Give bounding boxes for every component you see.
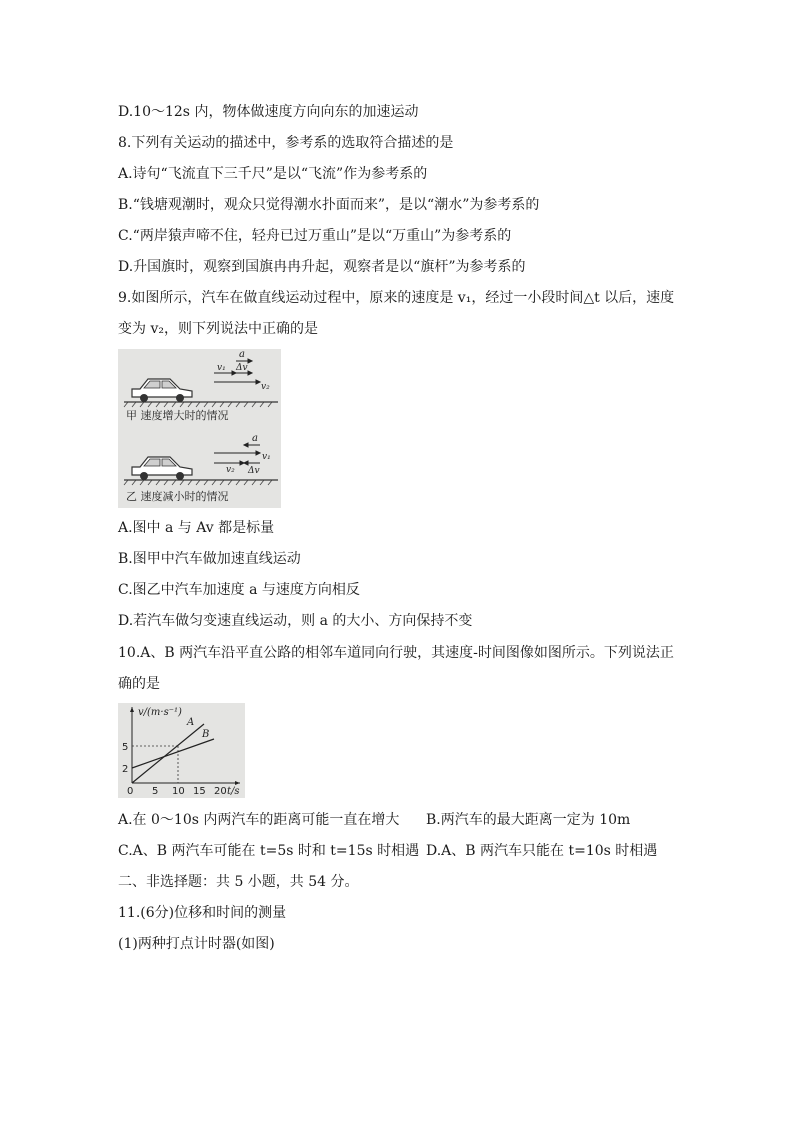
fig10-label-a: A (187, 717, 195, 728)
q9-option-b: B.图甲中汽车做加速直线运动 (118, 551, 301, 567)
q9-option-c: C.图乙中汽车加速度 a 与速度方向相反 (118, 582, 360, 598)
question-8: 8.下列有关运动的描述中，参考系的选取符合描述的是 (118, 135, 454, 151)
figure-9-car-diagram (118, 349, 281, 508)
q9-option-a: A.图中 a 与 Av 都是标量 (118, 520, 275, 536)
q10-option-a: A.在 0～10s 内两汽车的距离可能一直在增大 (118, 812, 400, 828)
fig9-bottom-dv: Δv (248, 466, 260, 476)
q8-option-d: D.升国旗时，观察到国旗冉冉升起，观察者是以“旗杆”为参考系的 (118, 259, 526, 275)
fig9-bottom-v1: v₁ (262, 452, 271, 462)
figure-10-vt-graph (118, 703, 245, 798)
fig10-ytick-2: 2 (122, 764, 129, 775)
fig9-bottom-v2: v₂ (226, 465, 235, 475)
q8-option-c: C.“两岸猿声啼不住，轻舟已过万重山”是以“万重山”为参考系的 (118, 228, 512, 244)
question-10-line1: 10.A、B 两汽车沿平直公路的相邻车道同向行驶，其速度-时间图像如图所示。下列说法正 (118, 645, 674, 661)
question-9-line1: 9.如图所示，汽车在做直线运动过程中，原来的速度是 v₁，经过一小段时间△t 以后，速度 (118, 290, 675, 306)
q8-option-a: A.诗句“飞流直下三千尺”是以“飞流”作为参考系的 (118, 166, 428, 182)
q10-option-d: D.A、B 两汽车只能在 t=10s 时相遇 (426, 843, 658, 859)
car-icon-2 (132, 457, 192, 480)
fig10-xtick-20: 20 (214, 786, 227, 797)
fig10-xlabel: t/s (227, 786, 240, 797)
fig10-ylabel: v/(m·s⁻¹) (138, 707, 182, 718)
fig10-xtick-5: 5 (152, 786, 159, 797)
question-9-line2: 变为 v₂，则下列说法中正确的是 (118, 321, 318, 337)
fig10-xtick-0: 0 (127, 786, 134, 797)
line-a (132, 724, 204, 783)
question-11-part-1: (1)两种打点计时器(如图) (118, 936, 275, 952)
fig10-xtick-15: 15 (193, 786, 206, 797)
q8-option-b: B.“钱塘观潮时，观众只觉得潮水扑面而来”，是以“潮水”为参考系的 (118, 197, 540, 213)
fig9-top-v1: v₁ (217, 363, 226, 373)
fig9-top-dv: Δv (236, 363, 248, 373)
fig9-top-caption: 甲 速度增大时的情况 (126, 409, 229, 422)
q9-option-d: D.若汽车做匀变速直线运动，则 a 的大小、方向保持不变 (118, 613, 473, 629)
line-b (132, 739, 214, 768)
question-10-line2: 确的是 (118, 676, 160, 692)
fig9-bottom-a: a (252, 433, 258, 444)
fig10-xtick-10: 10 (172, 786, 185, 797)
fig10-ytick-5: 5 (122, 742, 129, 753)
question-11: 11.(6分)位移和时间的测量 (118, 905, 287, 921)
line-d-prev: D.10～12s 内，物体做速度方向向东的加速运动 (118, 104, 419, 120)
q10-option-b: B.两汽车的最大距离一定为 10m (426, 812, 631, 828)
section-2-heading: 二、非选择题：共 5 小题，共 54 分。 (118, 874, 359, 890)
q10-option-c: C.A、B 两汽车可能在 t=5s 时和 t=15s 时相遇 (118, 843, 420, 859)
car-icon (132, 379, 192, 402)
fig10-label-b: B (202, 729, 210, 740)
fig9-bottom-caption: 乙 速度减小时的情况 (126, 490, 229, 503)
fig9-top-v2: v₂ (261, 382, 270, 392)
fig9-top-a: a (239, 349, 245, 360)
